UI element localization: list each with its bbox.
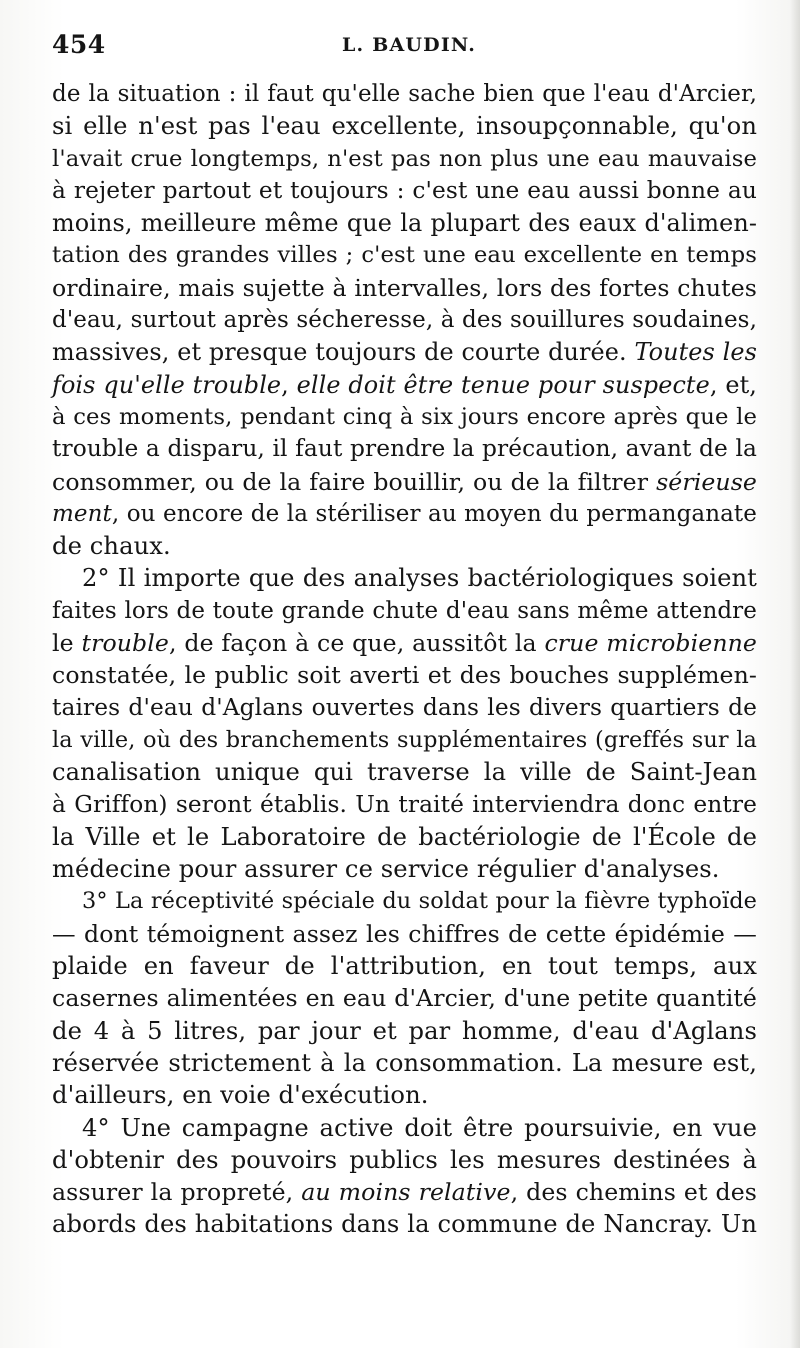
text-line	[52, 239, 757, 271]
text-line	[52, 272, 757, 304]
italic-text: crue microbienne	[544, 629, 757, 658]
text-line	[52, 950, 757, 982]
text-segment: la ville, où des branchements supplémentaires (greffés sur la	[52, 726, 757, 753]
text-line	[52, 595, 757, 627]
text-segment: , ou encore de la stériliser au moyen du permanganate	[111, 500, 757, 527]
text-segment: trouble a disparu, il faut prendre la précaution, avant de la	[52, 435, 757, 463]
text-segment: à rejeter partout et toujours : c'est une eau aussi bonne au	[52, 176, 757, 204]
text-line	[52, 1079, 757, 1111]
text-segment: de la situation : il faut qu'elle sache bien que l'eau d'Arcier,	[52, 81, 757, 107]
text-line	[52, 433, 757, 465]
text-segment: plaide en faveur de l'attribution, en tout temps, aux	[52, 952, 757, 981]
text-line	[52, 466, 757, 498]
text-segment: 3° La réceptivité spéciale du soldat pour la fièvre typhoïde	[82, 888, 757, 915]
text-line	[52, 143, 757, 175]
text-segment: tation des grandes villes ; c'est une eau excellente en temps	[52, 242, 757, 269]
text-line	[52, 207, 757, 239]
text-segment: consommer, ou de la faire bouillir, ou de la filtrer	[52, 467, 657, 496]
text-segment: casernes alimentées en eau d'Arcier, d'une petite quantité	[52, 984, 757, 1013]
text-line	[52, 401, 757, 433]
italic-text: au moins relative	[301, 1178, 511, 1207]
text-line	[52, 1176, 757, 1208]
text-line	[52, 885, 757, 917]
text-line	[52, 821, 757, 853]
text-segment: d'obtenir des pouvoirs publics les mesures destinées à	[52, 1145, 757, 1174]
text-segment: taires d'eau d'Aglans ouvertes dans les divers quartiers de	[52, 693, 757, 721]
text-segment: d'eau, surtout après sécheresse, à des souillures soudaines,	[52, 307, 757, 334]
text-segment: moins, meilleure même que la plupart des eaux d'alimen-	[52, 209, 757, 238]
text-line	[52, 498, 757, 530]
text-segment: canalisation unique qui traverse la ville de Saint-Jean	[52, 758, 757, 787]
italic-text: ment	[52, 500, 112, 527]
text-line	[52, 336, 757, 368]
page-number: 454	[52, 30, 106, 59]
text-line	[52, 562, 757, 594]
running-head-author: L. BAUDIN.	[342, 34, 477, 56]
text-segment: la Ville et le Laboratoire de bactériologie de l'École de	[52, 822, 757, 851]
italic-text: fois qu'elle trouble	[52, 370, 282, 399]
text-segment: ,	[281, 370, 297, 399]
text-line	[52, 982, 757, 1014]
text-line	[52, 369, 757, 401]
text-line	[52, 175, 757, 207]
text-line	[52, 530, 757, 562]
text-segment: 2° Il importe que des analyses bactériologiques soient	[82, 564, 757, 593]
text-line	[52, 78, 757, 110]
text-segment: , de façon à ce que, aussitôt la	[168, 629, 545, 658]
text-line	[52, 724, 757, 756]
text-segment: , des chemins et des	[510, 1178, 757, 1207]
text-segment: de 4 à 5 litres, par jour et par homme, d'eau d'Aglans	[52, 1016, 757, 1045]
text-line	[52, 1047, 757, 1079]
italic-text: elle doit être tenue pour suspecte	[296, 370, 710, 399]
text-segment: faites lors de toute grande chute d'eau sans même attendre	[52, 597, 757, 624]
text-segment: réservée strictement à la consommation. La mesure est,	[52, 1048, 757, 1077]
text-segment: constatée, le public soit averti et des bouches supplémen-	[52, 661, 757, 690]
italic-text: sérieuse	[656, 467, 757, 496]
text-line	[52, 853, 757, 885]
text-segment: à Griffon) seront établis. Un traité interviendra donc entre	[52, 790, 757, 818]
text-segment: de chaux.	[52, 532, 171, 561]
text-line	[52, 789, 757, 821]
text-line	[52, 110, 757, 142]
text-line	[52, 627, 757, 659]
text-line	[52, 304, 757, 336]
page-header	[52, 30, 752, 66]
italic-text: trouble	[81, 629, 169, 658]
text-segment: médecine pour assurer ce service régulier d'analyses.	[52, 855, 720, 884]
text-line	[52, 1015, 757, 1047]
text-segment: ordinaire, mais sujette à intervalles, lors des fortes chutes	[52, 273, 757, 302]
text-segment: si elle n'est pas l'eau excellente, insoupçonnable, qu'on	[52, 112, 757, 141]
text-segment: l'avait crue longtemps, n'est pas non plus une eau mauvaise	[52, 145, 757, 172]
text-line	[52, 1208, 757, 1240]
scan-edge-shadow	[790, 0, 800, 1348]
text-line	[52, 1112, 757, 1144]
text-line	[52, 1144, 757, 1176]
text-segment: 4° Une campagne active doit être poursuivie, en vue	[82, 1113, 757, 1142]
text-segment: massives, et presque toujours de courte durée.	[52, 338, 635, 367]
text-segment: assurer la propreté,	[52, 1178, 302, 1207]
text-line	[52, 918, 757, 950]
text-segment: abords des habitations dans la commune de Nancray. Un	[52, 1210, 757, 1239]
italic-text: Toutes les	[634, 338, 757, 367]
text-line	[52, 659, 757, 691]
text-line	[52, 756, 757, 788]
text-segment: d'ailleurs, en voie d'exécution.	[52, 1081, 429, 1110]
text-segment: le	[52, 629, 82, 658]
text-segment: — dont témoignent assez les chiffres de cette épidémie —	[52, 919, 757, 948]
text-segment: , et,	[709, 370, 757, 399]
text-segment: à ces moments, pendant cinq à six jours encore après que le	[52, 403, 757, 430]
body-text	[52, 78, 757, 1241]
text-line	[52, 692, 757, 724]
